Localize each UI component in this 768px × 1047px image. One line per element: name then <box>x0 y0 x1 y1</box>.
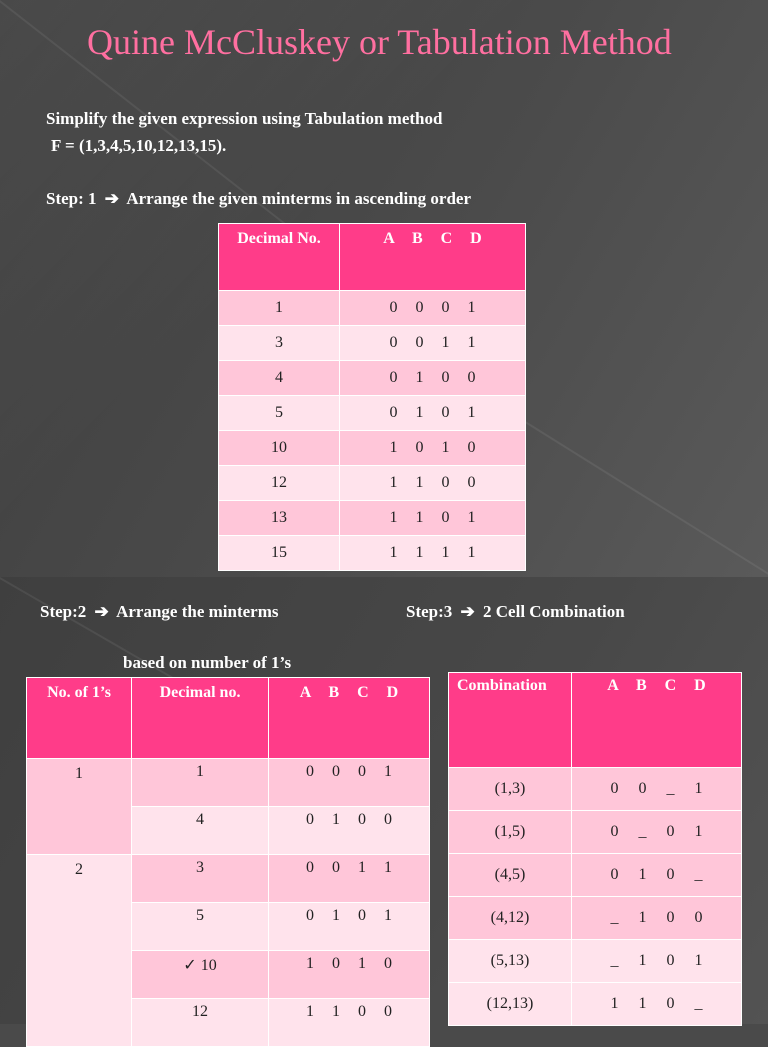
combination-cell: (4,12) <box>449 897 572 940</box>
header-abcd: A B C D <box>269 678 430 759</box>
group-count-cell: 1 <box>27 759 132 855</box>
table-row <box>219 361 526 396</box>
header-combination: Combination <box>449 673 572 768</box>
header-decimal: Decimal no. <box>132 678 269 759</box>
combination-cell: (4,5) <box>449 854 572 897</box>
combination-cell: (5,13) <box>449 940 572 983</box>
header-ones-count: No. of 1’s <box>27 678 132 759</box>
bits-cell: 0 0 0 1 <box>340 291 526 326</box>
arrow-icon: ➔ <box>104 189 120 208</box>
decimal-cell: 3 <box>219 326 340 361</box>
step-2-text: Arrange the minterms <box>116 602 279 621</box>
bits-cell: _ 1 0 1 <box>572 940 742 983</box>
bits-cell: 0 1 0 1 <box>269 903 430 951</box>
step-3-text: 2 Cell Combination <box>483 602 625 621</box>
bits-cell: 1 1 1 1 <box>340 536 526 571</box>
step-3-label: Step:3 <box>406 602 453 621</box>
step-2-label: Step:2 <box>40 602 87 621</box>
bits-cell: 1 0 1 0 <box>269 951 430 999</box>
table-row <box>219 466 526 501</box>
checkmark-icon: ✓ <box>183 957 197 974</box>
decimal-cell: 13 <box>219 501 340 536</box>
decimal-cell: 4 <box>132 807 269 855</box>
decimal-cell: 4 <box>219 361 340 396</box>
decimal-cell: 5 <box>219 396 340 431</box>
combination-cell: (12,13) <box>449 983 572 1026</box>
problem-statement: Simplify the given expression using Tabulation method <box>46 109 443 128</box>
combination-cell: (1,5) <box>449 811 572 854</box>
decimal-cell: 1 <box>219 291 340 326</box>
arrow-icon: ➔ <box>460 602 475 621</box>
table-row <box>219 501 526 536</box>
bits-cell: 0 0 _ 1 <box>572 768 742 811</box>
combination-table <box>448 672 742 1026</box>
bits-cell: _ 1 0 0 <box>572 897 742 940</box>
table-row <box>27 855 430 903</box>
decimal-cell: 3 <box>132 855 269 903</box>
header-decimal: Decimal No. <box>219 224 340 291</box>
step-1-heading <box>46 189 471 209</box>
bits-cell: 0 1 0 _ <box>572 854 742 897</box>
table-row <box>449 940 742 983</box>
arrow-icon: ➔ <box>94 602 109 621</box>
header-abcd: A B C D <box>340 224 526 291</box>
bits-cell: 0 1 0 0 <box>340 361 526 396</box>
bits-cell: 0 0 1 1 <box>269 855 430 903</box>
header-abcd: A B C D <box>572 673 742 768</box>
bits-cell: 0 1 0 1 <box>340 396 526 431</box>
table-row <box>219 431 526 466</box>
table-row <box>449 854 742 897</box>
page-title: Quine McCluskey or Tabulation Method <box>87 22 672 62</box>
bits-cell: 0 0 1 1 <box>340 326 526 361</box>
bits-cell: 0 0 0 1 <box>269 759 430 807</box>
bits-cell: 1 1 0 1 <box>340 501 526 536</box>
step-2-heading <box>40 602 279 622</box>
step-1-label: Step: 1 <box>46 189 97 208</box>
table-row <box>27 759 430 807</box>
bits-cell: 1 1 0 0 <box>269 999 430 1047</box>
table-row <box>449 811 742 854</box>
decimal-cell: 12 <box>219 466 340 501</box>
decimal-cell: 10 <box>219 431 340 466</box>
decimal-cell: 1 <box>132 759 269 807</box>
decimal-cell: 15 <box>219 536 340 571</box>
bits-cell: 0 _ 0 1 <box>572 811 742 854</box>
step-2-continuation: based on number of 1’s <box>123 653 292 672</box>
decimal-value: 10 <box>200 957 217 974</box>
table-row <box>449 983 742 1026</box>
function-expression: F = (1,3,4,5,10,12,13,15). <box>51 136 227 155</box>
group-count-cell: 2 <box>27 855 132 1047</box>
bits-cell: 1 1 0 0 <box>340 466 526 501</box>
minterm-table <box>218 223 526 571</box>
bits-cell: 0 1 0 0 <box>269 807 430 855</box>
decimal-cell <box>132 951 269 999</box>
decimal-cell: 12 <box>132 999 269 1047</box>
table-row <box>449 768 742 811</box>
bits-cell: 1 0 1 0 <box>340 431 526 466</box>
table-row <box>449 897 742 940</box>
table-row <box>219 396 526 431</box>
combination-cell: (1,3) <box>449 768 572 811</box>
table-row <box>219 326 526 361</box>
decimal-cell: 5 <box>132 903 269 951</box>
table-row <box>219 536 526 571</box>
step-3-heading <box>406 602 625 622</box>
step-1-text: Arrange the given minterms in ascending order <box>126 189 472 208</box>
table-row <box>219 291 526 326</box>
bits-cell: 1 1 0 _ <box>572 983 742 1026</box>
grouped-minterm-table <box>26 677 430 1047</box>
